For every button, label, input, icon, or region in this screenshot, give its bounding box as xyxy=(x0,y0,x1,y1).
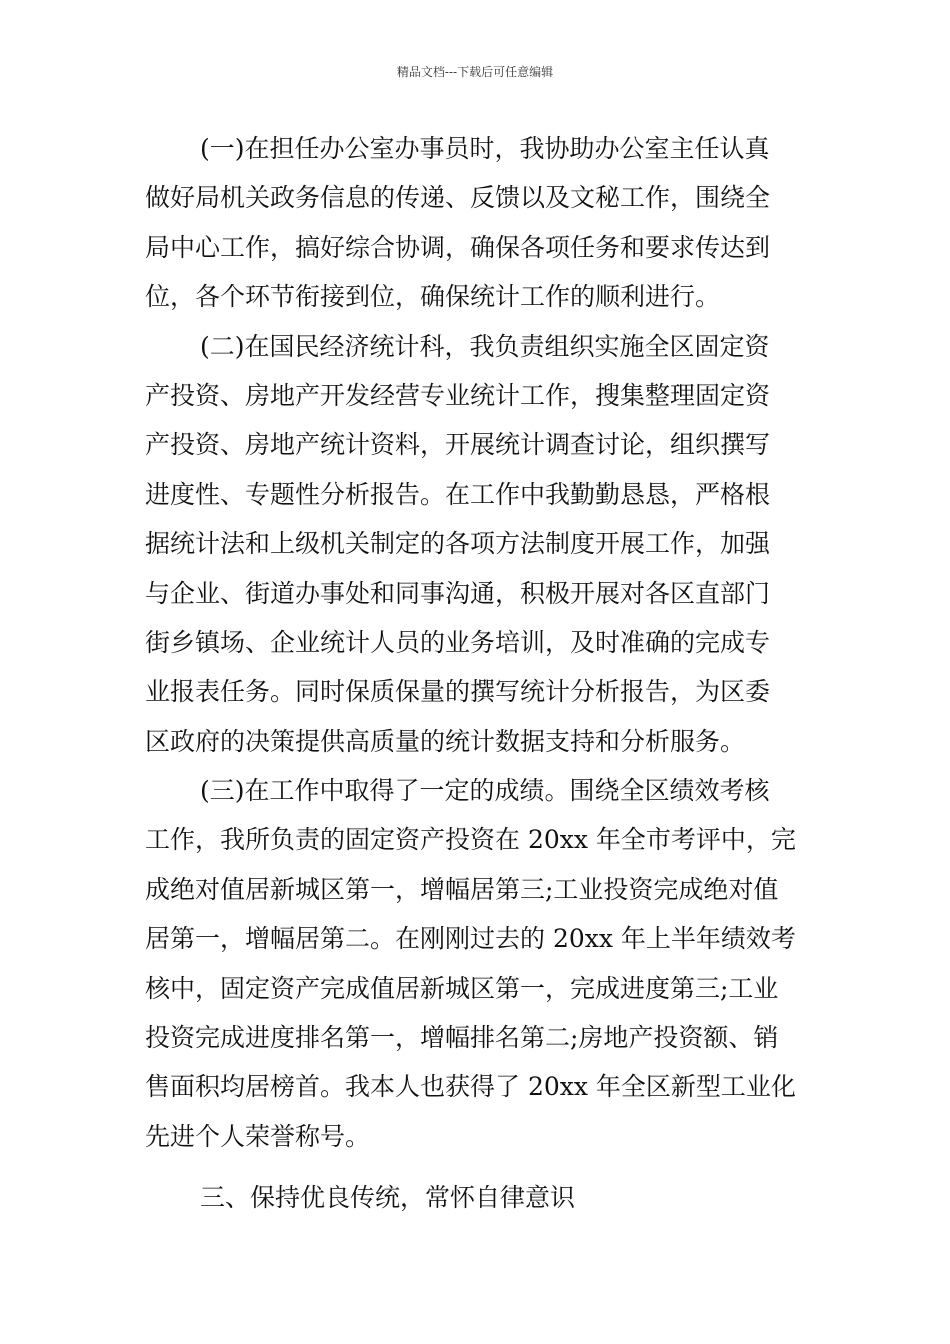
section-heading: 三、保持优良传统，常怀自律意识 xyxy=(200,1183,576,1213)
text-line: 业报表任务。同时保质保量的撰写统计分析报告，为区委 xyxy=(145,677,771,707)
text-line: 与企业、街道办事处和同事沟通，积极开展对各区直部门 xyxy=(145,578,771,608)
text-line: 据统计法和上级机关制定的各项方法制度开展工作，加强 xyxy=(145,529,771,559)
text-line: 先进个人荣誉称号。 xyxy=(145,1121,371,1151)
paragraph-gap xyxy=(145,1161,807,1173)
text-line: 产投资、房地产开发经营专业统计工作，搜集整理固定资 xyxy=(145,380,771,410)
text-line: (三)在工作中取得了一定的成绩。围绕全区绩效考核 xyxy=(200,776,770,806)
paragraph-1 xyxy=(145,124,807,322)
text-line: 居第一，增幅居第二。在刚刚过去的 20xx 年上半年绩效考 xyxy=(145,924,796,954)
page-header: 精品文档---下载后可任意编辑 xyxy=(396,65,554,79)
text-line: 做好局机关政务信息的传递、反馈以及文秘工作，围绕全 xyxy=(145,183,771,213)
text-line: 区政府的决策提供高质量的统计数据支持和分析服务。 xyxy=(145,726,746,756)
text-line: 成绝对值居新城区第一，增幅居第三;工业投资完成绝对值 xyxy=(145,874,779,904)
text-line: 核中，固定资产完成值居新城区第一，完成进度第三;工业 xyxy=(145,973,779,1003)
paragraph-2 xyxy=(145,322,807,767)
text-line: 工作，我所负责的固定资产投资在 20xx 年全市考评中，完 xyxy=(145,825,796,855)
text-line: 投资完成进度排名第一，增幅排名第二;房地产投资额、销 xyxy=(145,1023,779,1053)
text-line: 局中心工作，搞好综合协调，确保各项任务和要求传达到 xyxy=(145,232,771,262)
text-line: (二)在国民经济统计科，我负责组织实施全区固定资 xyxy=(200,331,770,361)
paragraph-3 xyxy=(145,766,807,1161)
text-line: 产投资、房地产统计资料，开展统计调查讨论，组织撰写 xyxy=(145,430,771,460)
text-line: 街乡镇场、企业统计人员的业务培训，及时准确的完成专 xyxy=(145,627,771,657)
document-body xyxy=(145,124,807,1223)
text-line: 位，各个环节衔接到位，确保统计工作的顺利进行。 xyxy=(145,282,721,312)
text-line: 进度性、专题性分析报告。在工作中我勤勤恳恳，严格根 xyxy=(145,479,771,509)
text-line: 售面积均居榜首。我本人也获得了 20xx 年全区新型工业化 xyxy=(145,1072,796,1102)
text-line: (一)在担任办公室办事员时，我协助办公室主任认真 xyxy=(200,134,770,163)
